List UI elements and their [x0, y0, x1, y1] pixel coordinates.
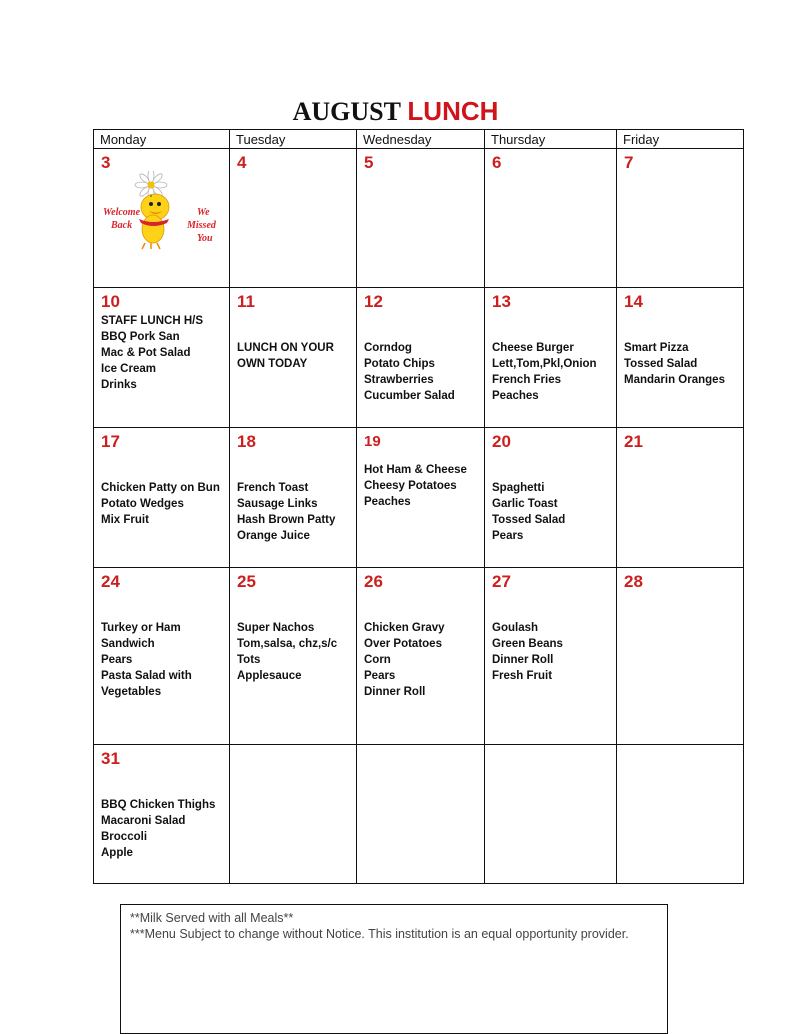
weekday-header: Tuesday [230, 130, 357, 149]
day-cell [485, 568, 617, 745]
menu-item: Cucumber Salad [364, 390, 455, 402]
menu-item [492, 324, 616, 340]
week-row [94, 149, 744, 288]
menu-item: Mac & Pot Salad [101, 347, 191, 359]
menu-item: Turkey or Ham [101, 622, 181, 634]
weekday-header: Monday [94, 130, 230, 149]
day-number: 14 [624, 292, 643, 311]
menu-item: Fresh Fruit [492, 670, 553, 682]
menu-item: Tossed Salad [624, 358, 698, 370]
menu-item: Potato Chips [364, 358, 435, 370]
menu-items [237, 464, 356, 544]
menu-item: Spaghetti [492, 482, 545, 494]
day-cell [357, 428, 485, 568]
weekday-header: Wednesday [357, 130, 485, 149]
menu-item: STAFF LUNCH H/S [101, 315, 204, 327]
menu-item: Potato Wedges [101, 498, 184, 510]
day-cell [617, 568, 744, 745]
day-cell [617, 149, 744, 288]
menu-item: Pears [364, 670, 396, 682]
menu-item: Goulash [492, 622, 539, 634]
menu-item: Super Nachos [237, 622, 315, 634]
day-number: 7 [624, 153, 634, 172]
menu-item: Strawberries [364, 374, 434, 386]
day-number: 13 [492, 292, 511, 311]
back-text: Back [111, 220, 133, 231]
menu-item [237, 604, 356, 620]
menu-item [237, 324, 356, 340]
missed-text: Missed [187, 220, 216, 231]
day-number: 10 [101, 292, 120, 311]
day-cell [94, 149, 230, 288]
menu-item [101, 604, 229, 620]
menu-item: BBQ Chicken Thighs [101, 799, 216, 811]
day-number [237, 749, 356, 769]
menu-items [492, 464, 616, 544]
day-number: 3 [101, 153, 111, 172]
menu-item: Apple [101, 847, 133, 859]
day-cell [94, 745, 230, 884]
menu-item: Pears [492, 530, 524, 542]
menu-items [101, 781, 229, 861]
menu-item: Vegetables [101, 686, 162, 698]
day-number: 4 [237, 153, 247, 172]
menu-item: Smart Pizza [624, 342, 689, 354]
notes-box [120, 904, 668, 1034]
day-number: 24 [101, 572, 120, 591]
note-disclaimer: ***Menu Subject to change without Notice. This institution is an equal opportunity provider. [130, 927, 629, 941]
welcome-text: Welcome [103, 207, 141, 218]
day-number: 5 [364, 153, 374, 172]
weekday-header-row [94, 130, 744, 149]
menu-item: Dinner Roll [364, 686, 426, 698]
menu-item: Applesauce [237, 670, 302, 682]
menu-item [101, 464, 229, 480]
menu-item: Dinner Roll [492, 654, 554, 666]
day-number: 27 [492, 572, 511, 591]
weekday-header: Friday [617, 130, 744, 149]
menu-items [364, 604, 484, 700]
menu-item [364, 604, 484, 620]
menu-item: Cheesy Potatoes [364, 480, 457, 492]
day-number: 21 [624, 432, 643, 451]
menu-item: Corndog [364, 342, 412, 354]
week-row [94, 288, 744, 428]
title-lunch: LUNCH [407, 96, 499, 126]
menu-items [364, 462, 484, 510]
day-number: 12 [364, 292, 383, 311]
menu-item: Peaches [364, 496, 411, 508]
day-cell [230, 149, 357, 288]
menu-item: Mandarin Oranges [624, 374, 725, 386]
menu-items [101, 604, 229, 700]
menu-item: Macaroni Salad [101, 815, 186, 827]
menu-items [492, 324, 616, 404]
day-cell [617, 745, 744, 884]
menu-item: BBQ Pork San [101, 331, 180, 343]
menu-items [237, 604, 356, 684]
day-cell [617, 428, 744, 568]
week-row [94, 745, 744, 884]
menu-items [624, 324, 743, 388]
day-cell [230, 428, 357, 568]
menu-item: Garlic Toast [492, 498, 558, 510]
menu-item: Corn [364, 654, 391, 666]
day-number [624, 749, 743, 769]
menu-item: Hash Brown Patty [237, 514, 336, 526]
day-cell [485, 428, 617, 568]
menu-item [492, 464, 616, 480]
day-cell [94, 428, 230, 568]
you-text: You [197, 233, 213, 244]
menu-item: Hot Ham & Cheese [364, 464, 467, 476]
menu-item [237, 464, 356, 480]
weekday-header: Thursday [485, 130, 617, 149]
menu-item: Ice Cream [101, 363, 156, 375]
menu-item: Cheese Burger [492, 342, 574, 354]
day-cell [94, 568, 230, 745]
day-cell [485, 288, 617, 428]
day-cell [485, 149, 617, 288]
menu-items [101, 313, 229, 393]
day-cell [357, 288, 485, 428]
menu-item: Drinks [101, 379, 137, 391]
day-number [364, 749, 484, 769]
menu-items [364, 324, 484, 404]
lunch-calendar [93, 129, 744, 884]
menu-item: Sandwich [101, 638, 155, 650]
menu-item: LUNCH ON YOUR [237, 342, 334, 354]
menu-items [237, 324, 356, 372]
day-number: 11 [237, 292, 255, 311]
welcome-back-duck-image [99, 171, 223, 253]
menu-item: French Toast [237, 482, 309, 494]
week-row [94, 428, 744, 568]
menu-item: Chicken Patty on Bun [101, 482, 220, 494]
menu-item: Sausage Links [237, 498, 318, 510]
menu-items [101, 464, 229, 528]
menu-item: Pasta Salad with [101, 670, 192, 682]
menu-item [624, 324, 743, 340]
day-number: 17 [101, 432, 120, 451]
day-number: 25 [237, 572, 256, 591]
day-number: 28 [624, 572, 643, 591]
day-cell [230, 745, 357, 884]
page-title [0, 94, 791, 129]
day-number: 31 [101, 749, 120, 768]
we-text: We [197, 207, 210, 218]
menu-item: Pears [101, 654, 133, 666]
day-cell [357, 568, 485, 745]
menu-item: Over Potatoes [364, 638, 442, 650]
menu-item: Green Beans [492, 638, 563, 650]
day-number [492, 749, 616, 769]
day-cell [94, 288, 230, 428]
day-cell [230, 568, 357, 745]
day-number: 26 [364, 572, 383, 591]
menu-item [101, 781, 229, 797]
day-number: 6 [492, 153, 502, 172]
menu-items [492, 604, 616, 684]
menu-item: Chicken Gravy [364, 622, 445, 634]
menu-item: Tom,salsa, chz,s/c [237, 638, 338, 650]
note-milk: **Milk Served with all Meals** [130, 911, 294, 925]
menu-item: OWN TODAY [237, 358, 308, 370]
menu-item: Tossed Salad [492, 514, 566, 526]
menu-item [364, 324, 484, 340]
menu-item: Lett,Tom,Pkl,Onion [492, 358, 597, 370]
menu-item [492, 604, 616, 620]
menu-item: Peaches [492, 390, 539, 402]
duck-with-flower-icon [99, 171, 223, 253]
title-month: AUGUST [292, 97, 401, 126]
day-cell [357, 745, 485, 884]
day-number: 18 [237, 432, 256, 451]
day-cell [485, 745, 617, 884]
menu-item: Mix Fruit [101, 514, 149, 526]
day-cell [230, 288, 357, 428]
week-row [94, 568, 744, 745]
day-cell [357, 149, 485, 288]
menu-item: Orange Juice [237, 530, 310, 542]
menu-item: Broccoli [101, 831, 148, 843]
day-number: 19 [364, 433, 381, 450]
day-cell [617, 288, 744, 428]
menu-item: Tots [237, 654, 261, 666]
day-number: 20 [492, 432, 511, 451]
menu-item: French Fries [492, 374, 562, 386]
